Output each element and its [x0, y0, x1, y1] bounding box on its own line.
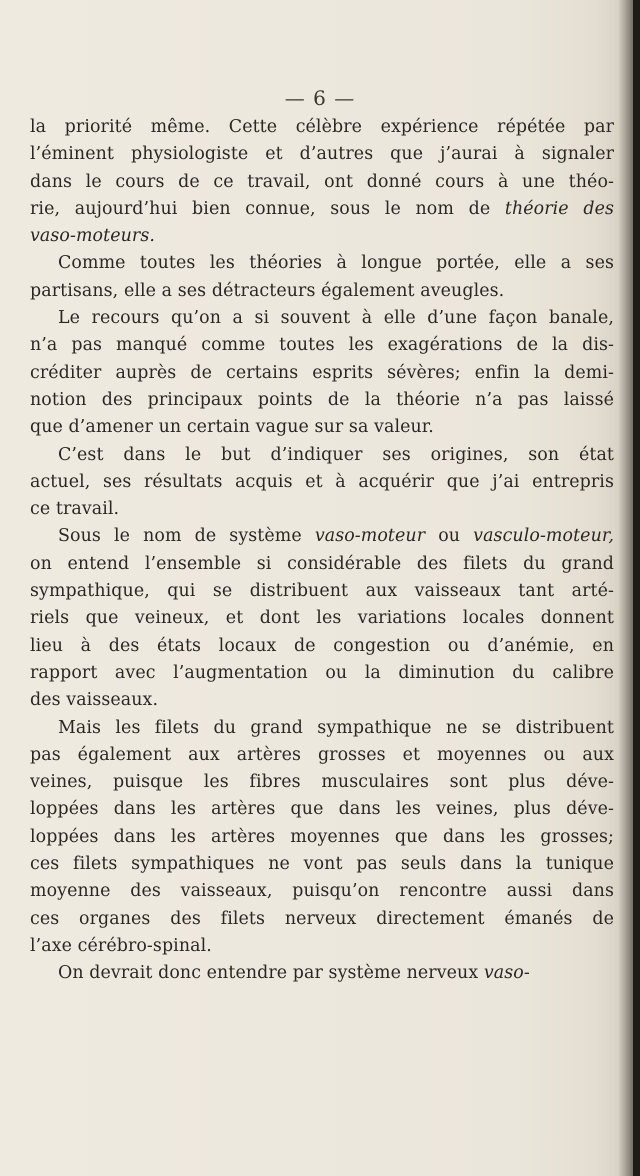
- text-segment: sympathique, qui se distribuent aux vaisseaux tant arté-: [30, 581, 614, 602]
- text-line: [30, 933, 614, 960]
- text-line: [30, 141, 614, 168]
- text-segment: Sous le nom de système: [58, 526, 315, 547]
- text-line: [30, 605, 614, 632]
- text-segment: ou: [425, 526, 474, 547]
- text-segment: des vaisseaux.: [30, 690, 159, 711]
- text-line: [30, 305, 614, 332]
- text-line: [30, 578, 614, 605]
- text-line: [30, 387, 614, 414]
- text-segment: notion des principaux points de la théorie n’a pas laissé: [30, 389, 614, 410]
- text-line: [30, 196, 614, 223]
- text-line: [30, 633, 614, 660]
- text-line: [30, 278, 614, 305]
- text-segment: ces organes des filets nerveux directement émanés de: [30, 908, 614, 929]
- text-segment: partisans, elle a ses détracteurs également aveugles.: [30, 280, 505, 301]
- italic-segment: vaso-moteurs.: [30, 226, 155, 247]
- text-segment: lieu à des états locaux de congestion ou d’anémie, en: [30, 635, 614, 656]
- text-segment: riels que veineux, et dont les variations locales donnent: [30, 608, 614, 629]
- text-segment: Le recours qu’on a si souvent à elle d’une façon banale,: [58, 308, 614, 329]
- text-segment: C’est dans le but d’indiquer ses origines, son état: [58, 444, 614, 465]
- text-line: [30, 469, 614, 496]
- text-segment: n’a pas manqué comme toutes les exagérations de la dis-: [30, 335, 614, 356]
- text-segment: ce travail.: [30, 499, 120, 520]
- text-line: [30, 796, 614, 823]
- text-segment: loppées dans les artères moyennes que dans les grosses;: [30, 826, 614, 847]
- text-line: [30, 332, 614, 359]
- text-segment: actuel, ses résultats acquis et à acquérir que j’ai entrepris: [30, 471, 614, 492]
- text-line: [30, 551, 614, 578]
- text-segment: moyenne des vaisseaux, puisqu’on rencontre aussi dans: [30, 881, 614, 902]
- text-segment: rapport avec l’augmentation ou la diminution du calibre: [30, 662, 614, 683]
- text-line: [30, 169, 614, 196]
- text-line: [30, 878, 614, 905]
- text-line: [30, 250, 614, 277]
- text-segment: ces filets sympathiques ne vont pas seuls dans la tunique: [30, 854, 614, 875]
- italic-segment: vasculo-moteur,: [473, 526, 614, 547]
- text-line: [30, 223, 614, 250]
- text-segment: Comme toutes les théories à longue portée, elle a ses: [58, 253, 614, 274]
- italic-segment: vaso-moteur: [314, 526, 426, 547]
- text-line: [30, 742, 614, 769]
- text-segment: on entend l’ensemble si considérable des filets du grand: [30, 553, 614, 574]
- text-segment: loppées dans les artères que dans les veines, plus déve-: [30, 799, 614, 820]
- body-text: [30, 114, 614, 988]
- text-line: [30, 715, 614, 742]
- page-edge: [633, 0, 640, 1176]
- text-segment: l’axe cérébro-spinal.: [30, 935, 212, 956]
- text-line: [30, 114, 614, 141]
- text-segment: dans le cours de ce travail, ont donné cours à une théo-: [30, 171, 614, 192]
- text-line: [30, 824, 614, 851]
- italic-segment: théorie des: [504, 198, 614, 219]
- text-line: [30, 414, 614, 441]
- text-segment: On devrait donc entendre par système nerveux: [58, 963, 484, 984]
- text-segment: Mais les filets du grand sympathique ne se distribuent: [58, 717, 614, 738]
- text-segment: la priorité même. Cette célèbre expérience répétée par: [30, 117, 614, 137]
- text-line: [30, 687, 614, 714]
- text-line: [30, 851, 614, 878]
- text-line: [30, 960, 614, 987]
- italic-segment: vaso-: [483, 963, 530, 984]
- text-line: [30, 496, 614, 523]
- text-segment: pas également aux artères grosses et moyennes ou aux: [30, 744, 614, 765]
- text-segment: l’éminent physiologiste et d’autres que j’aurai à signaler: [30, 144, 614, 165]
- text-line: [30, 906, 614, 933]
- text-line: [30, 523, 614, 550]
- text-line: [30, 660, 614, 687]
- text-segment: rie, aujourd’hui bien connue, sous le nom de: [30, 198, 505, 219]
- text-segment: créditer auprès de certains esprits sévères; enfin la demi-: [30, 362, 614, 383]
- text-segment: que d’amener un certain vague sur sa valeur.: [30, 417, 434, 438]
- text-segment: veines, puisque les fibres musculaires sont plus déve-: [30, 772, 614, 793]
- page-number-header: — 6 —: [284, 86, 356, 110]
- text-line: [30, 360, 614, 387]
- text-line: [30, 442, 614, 469]
- text-line: [30, 769, 614, 796]
